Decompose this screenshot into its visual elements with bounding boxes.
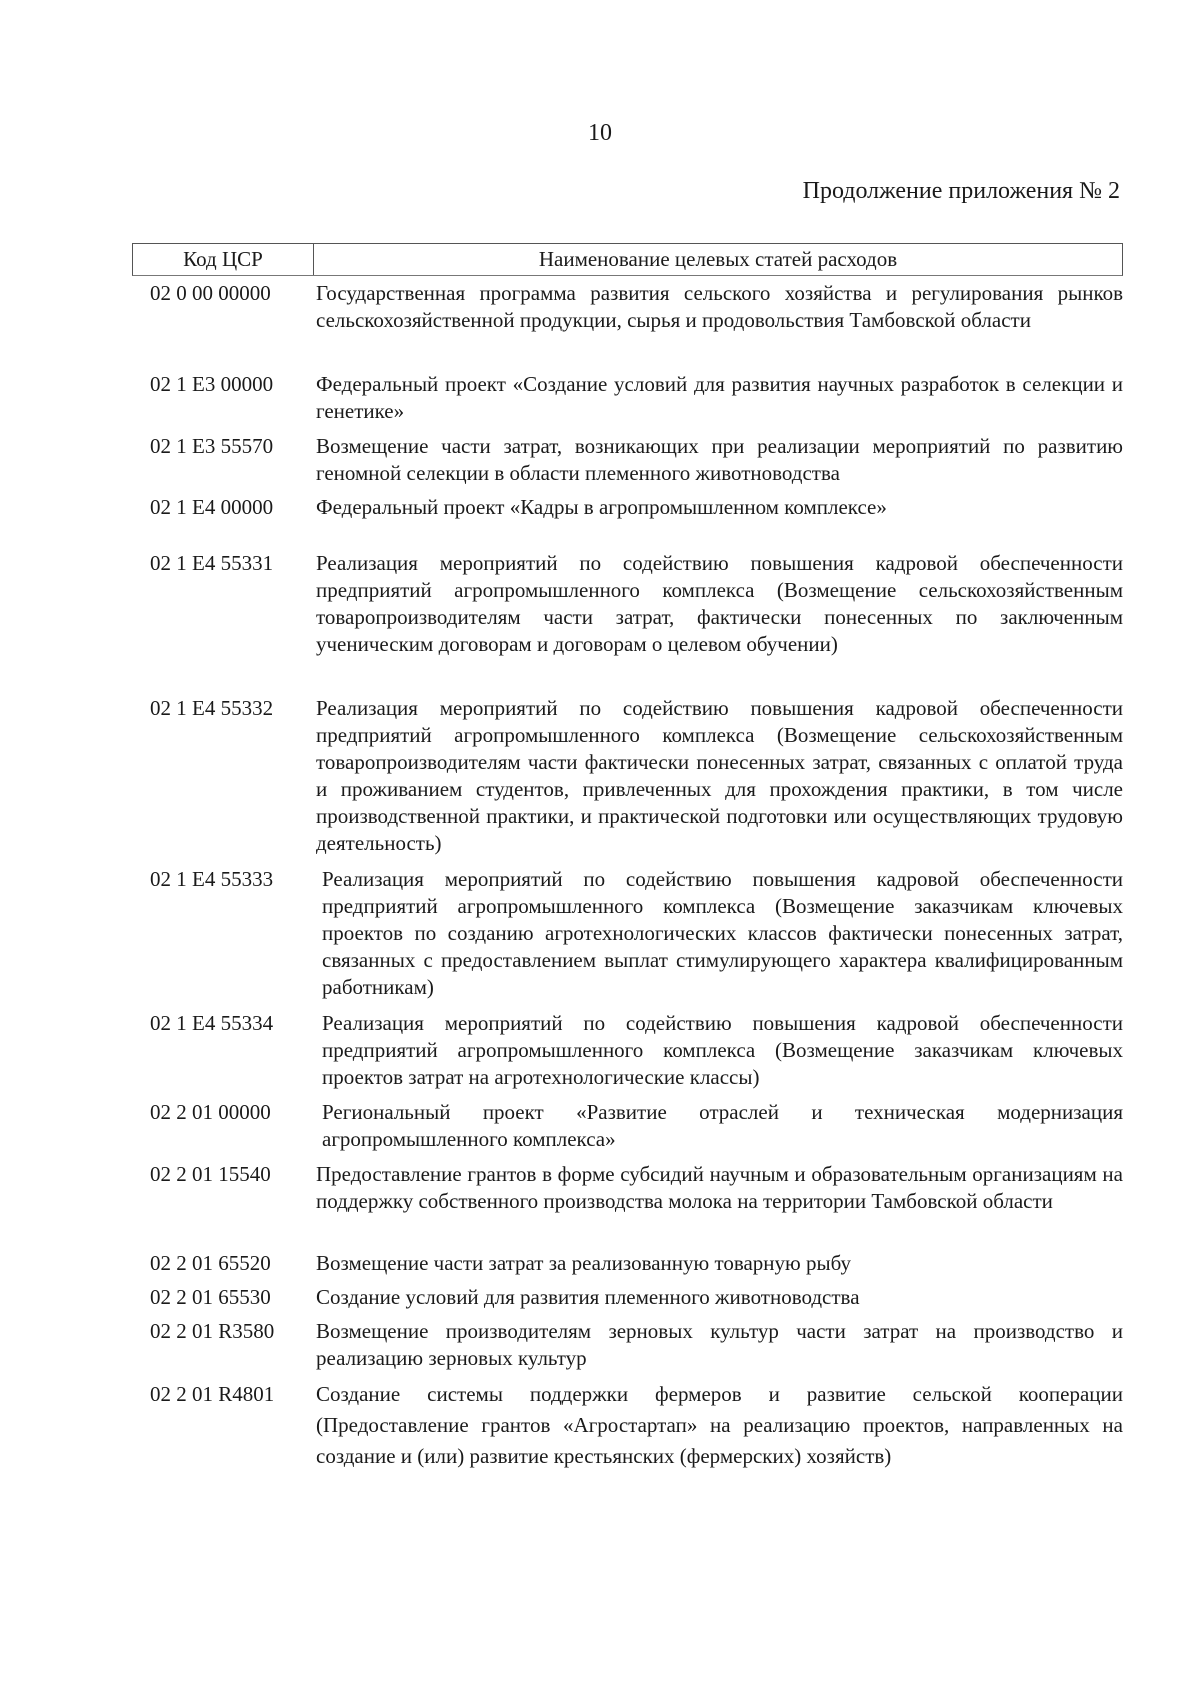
row-code: 02 1 E4 55332	[150, 696, 274, 720]
row-name: Реализация мероприятий по содействию повышения кадровой обеспеченности предприятий агропромышленного комплекса (Возмещение сельскохозяйственным товаропроизводителям части затрат, фактически понесенных по заключенным ученическим договорам и договорам о целевом обучении)	[316, 551, 1123, 656]
row-name: Федеральный проект «Создание условий для развития научных разработок в селекции и генетике»	[316, 372, 1123, 423]
row-code: 02 1 E3 00000	[150, 372, 274, 396]
row-name: Возмещение части затрат за реализованную товарную рыбу	[316, 1251, 851, 1275]
row-name: Создание условий для развития племенного животноводства	[316, 1285, 860, 1309]
row-name: Региональный проект «Развитие отраслей и техническая модернизация агропромышленного комплекса»	[322, 1100, 1123, 1151]
table-header	[132, 243, 1123, 276]
row-name: Реализация мероприятий по содействию повышения кадровой обеспеченности предприятий агропромышленного комплекса (Возмещение сельскохозяйственным товаропроизводителям части фактически понесенных затрат, связанных с оплатой труда и проживанием студентов, привлеченных для прохождения практики, в том числе производственной практики, и практической подготовки или осуществляющих трудовую деятельность)	[316, 696, 1123, 855]
appendix-continuation-note: Продолжение приложения № 2	[802, 178, 1120, 204]
row-code: 02 1 E3 55570	[150, 434, 274, 458]
row-code: 02 0 00 00000	[150, 281, 271, 305]
header-code: Код ЦСР	[133, 244, 314, 275]
row-name: Создание системы поддержки фермеров и развитие сельской кооперации (Предоставление грантов «Агростартап» на реализацию проектов, направленных на создание и (или) развитие крестьянских (фермерских) хозяйств)	[316, 1382, 1123, 1468]
page-number: 10	[588, 120, 612, 146]
row-code: 02 2 01 00000	[150, 1100, 271, 1124]
row-code: 02 1 E4 00000	[150, 495, 274, 519]
row-code: 02 2 01 65530	[150, 1285, 271, 1309]
row-code: 02 2 01 R4801	[150, 1382, 275, 1406]
row-code: 02 1 E4 55333	[150, 867, 274, 891]
header-name: Наименование целевых статей расходов	[538, 247, 898, 271]
row-name: Государственная программа развития сельского хозяйства и регулирования рынков сельскохозяйственной продукции, сырья и продовольствия Тамбовской области	[316, 281, 1123, 332]
row-code: 02 2 01 R3580	[150, 1319, 275, 1343]
row-name: Федеральный проект «Кадры в агропромышленном комплексе»	[316, 495, 887, 519]
row-code: 02 2 01 15540	[150, 1162, 271, 1186]
row-code: 02 1 E4 55331	[150, 551, 274, 575]
row-code: 02 2 01 65520	[150, 1251, 271, 1275]
row-name: Предоставление грантов в форме субсидий научным и образовательным организациям на поддержку собственного производства молока на территории Тамбовской области	[316, 1162, 1123, 1213]
row-name: Возмещение производителям зерновых культур части затрат на производство и реализацию зерновых культур	[316, 1319, 1123, 1370]
row-code: 02 1 E4 55334	[150, 1011, 274, 1035]
row-name: Реализация мероприятий по содействию повышения кадровой обеспеченности предприятий агропромышленного комплекса (Возмещение заказчикам ключевых проектов затрат на агротехнологические классы)	[322, 1011, 1123, 1089]
row-name: Реализация мероприятий по содействию повышения кадровой обеспеченности предприятий агропромышленного комплекса (Возмещение заказчикам ключевых проектов по созданию агротехнологических классов фактически понесенных затрат, связанных с предоставлением выплат стимулирующего характера квалифицированным работникам)	[322, 867, 1123, 999]
row-name: Возмещение части затрат, возникающих при реализации мероприятий по развитию геномной селекции в области племенного животноводства	[316, 434, 1123, 485]
